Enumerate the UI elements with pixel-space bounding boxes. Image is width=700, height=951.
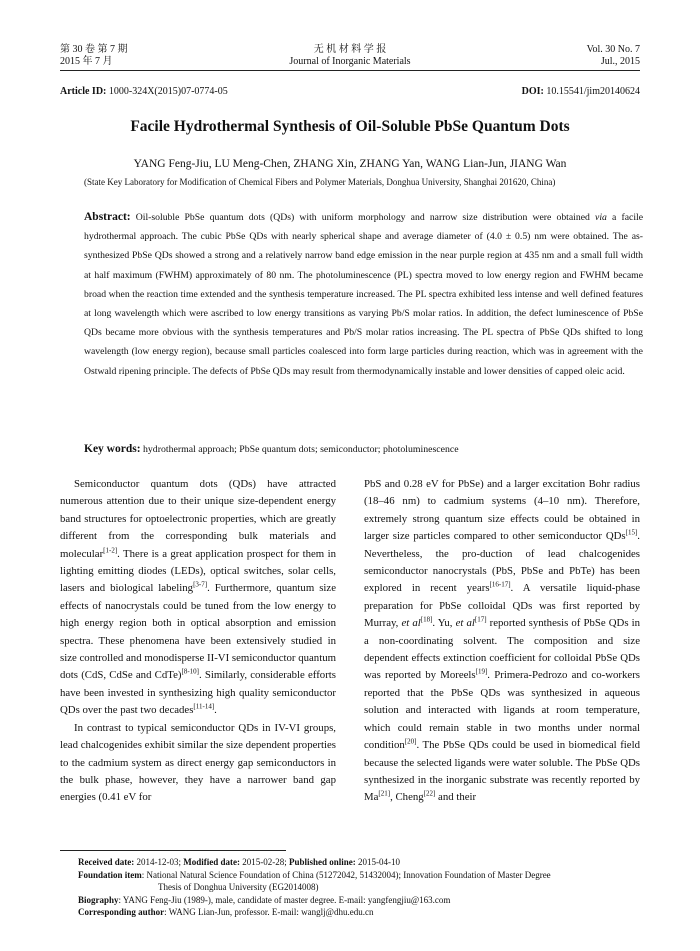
header-volume-en: Vol. 30 No. 7: [586, 44, 640, 55]
footnote-rule: [60, 850, 286, 851]
journal-name-cn: 无 机 材 料 学 报: [313, 44, 387, 55]
article-id-label: Article ID:: [60, 86, 107, 97]
value: 2015-04-10: [355, 857, 401, 867]
abstract-label: Abstract:: [84, 211, 131, 223]
footnote-corresponding-author: [78, 906, 640, 919]
footnote-foundation: [78, 869, 640, 882]
value: : WANG Lian-Jun, professor. E-mail: wanglj@dhu.edu.cn: [164, 907, 374, 918]
header-date-cn: 2015 年 7 月: [60, 56, 113, 67]
citation: [17]: [474, 615, 487, 624]
citation: [22]: [423, 789, 436, 798]
footnote-biography: [78, 894, 640, 907]
text-run: . A versatile liquid-phase preparation for PbSe colloidal QDs was first reported by Murray,: [364, 582, 640, 630]
header-rule: [60, 70, 640, 71]
doi-label: DOI:: [521, 86, 544, 97]
text-run: .: [214, 704, 217, 717]
abstract-text-1: Oil-soluble PbSe quantum dots (QDs) with uniform morphology and narrow size distribution were obtained: [130, 212, 596, 223]
text-run: PbS and 0.28 eV for PbSe) and a larger excitation Bohr radius (18–46 nm) to cadmium systems (4–10 nm). Therefore, extremely strong quantum size effects could be obtained in larger size particles compared to other semiconductor QDs: [364, 478, 640, 543]
text-run: . Nevertheless, the pro-duction of lead chalcogenides semiconductor nanocrystals (PbS, PbSe and PbTe) has been explored in recent years: [364, 530, 640, 595]
text-run: . The PbSe QDs could be used in biomedical field because the selected ligands were water soluble. The PbSe QDs synthesized in the inorganic substrate was recently reported by Ma: [364, 739, 640, 804]
paragraph: [60, 476, 336, 720]
citation: [1-2]: [103, 546, 118, 555]
body-column-left: [60, 476, 336, 807]
author-list: YANG Feng-Jiu, LU Meng-Chen, ZHANG Xin, ZHANG Yan, WANG Lian-Jun, JIANG Wan: [133, 158, 567, 170]
article-ids: [60, 86, 640, 97]
label: Biography: [78, 894, 119, 905]
article-id-value: 1000-324X(2015)07-0774-05: [106, 86, 228, 97]
text-run: . Primera-Pedrozo and co-workers reported that the PbSe QDs was synthesized in aqueous solution and interacted with ligands at room temperature, which could remain stable in two months under normal condition: [364, 669, 640, 752]
text-run: et al: [401, 617, 421, 630]
paper-title: Facile Hydrothermal Synthesis of Oil-Soluble PbSe Quantum Dots: [130, 118, 570, 135]
value: 2015-02-28;: [239, 857, 289, 867]
header-date-en: Jul., 2015: [600, 56, 640, 67]
text-run: , Cheng: [390, 791, 424, 804]
running-header: [60, 44, 640, 68]
label: Published online:: [288, 857, 356, 867]
paragraph: [364, 476, 640, 807]
value: : National Natural Science Foundation of China (51272042, 51432004); Innovation Foundation of Master Degree: [141, 869, 551, 880]
label: Foundation item: [78, 869, 142, 880]
keywords-label: Key words:: [84, 443, 141, 455]
footnote-foundation-cont: Thesis of Donghua University (EG2014008): [158, 882, 319, 893]
label: Received date:: [78, 857, 135, 867]
article-id: [60, 86, 228, 97]
label: Corresponding author: [78, 907, 165, 918]
citation: [8-10]: [181, 667, 199, 676]
citation: [15]: [625, 528, 638, 537]
footnotes: [78, 856, 640, 919]
abstract-via: via: [595, 212, 607, 223]
label: Modified date:: [183, 857, 240, 867]
doi: [522, 86, 640, 97]
header-volume-cn: 第 30 卷 第 7 期: [60, 44, 128, 55]
footnote-dates: [78, 856, 640, 869]
text-run: and their: [435, 791, 477, 804]
text-run: . Similarly, considerable efforts have been invested in synthesizing high quality semiconductor QDs over the past two decades: [60, 669, 336, 717]
affiliation: (State Key Laboratory for Modification of Chemical Fibers and Polymer Materials, Donghua University, Shanghai 201620, China): [84, 177, 556, 187]
paragraph: In contrast to typical semiconductor QDs in IV-VI groups, lead chalcogenides exhibit similar the size dependent properties to the cadmium system as direct energy gap semiconductors in the bulk phase, however, they have a narrower band gap energies (0.41 eV for: [60, 721, 336, 804]
text-run: . Furthermore, quantum size effects of nanocrystals could be tuned from the low energy to high energy region both in optical absorption and emission spectra. These phenomena have been extensively studied in size controlled and monodisperse II-VI semiconductor quantum dots (CdS, CdSe and CdTe): [60, 582, 336, 682]
text-run: . There is a great application prospect for them in lighting emitting diodes (LEDs), optical switches, solar cells, lasers and biological labeling: [60, 547, 336, 595]
citation: [20]: [404, 737, 417, 746]
keywords-value: hydrothermal approach; PbSe quantum dots; semiconductor; photoluminescence: [140, 444, 459, 455]
citation: [21]: [378, 789, 391, 798]
journal-name-en: Journal of Inorganic Materials: [289, 56, 411, 67]
body-column-right: [364, 476, 640, 807]
value: : YANG Feng-Jiu (1989-), male, candidate of master degree. E-mail: yangfengjiu@163.com: [118, 894, 451, 905]
citation: [3-7]: [193, 580, 208, 589]
abstract-text-2: a facile hydrothermal approach. The cubic PbSe QDs with nearly spherical shape and average diameter of (4.0 ± 0.5) nm were obtained. The as-synthesized PbSe QDs showed a strong and a relatively narrow band edge emission in the near purple region at 435 nm and a small full width at half maximum (FWHM) approximately of 80 nm. The photoluminescence (PL) spectra moved to low energy region and FWHM became broad when the reaction time extended and the synthesis temperature increased. The PL spectra exhibited less intense and well defined features at long wavelength which were ascribed to low energy transitions as varying Pb/S molar ratios. In addition, the defect luminescence of PbSe QDs became more obvious with the synthesis temperatures and Pb/S molar ratios increasing. The PL spectra of PbSe QDs shifted to long wavelength (low energy region), because small particles coalesced into form large particles during reaction, which was in agreement with the Ostwald ripening principle. The defects of PbSe QDs may result from thermodynamically instable and lower densities of capped oleic acid.: [84, 212, 643, 377]
keywords: [84, 443, 643, 455]
text-run: et al: [455, 617, 475, 630]
citation: [18]: [420, 615, 433, 624]
header-journal-name: [60, 44, 640, 68]
text-run: reported synthesis of PbSe QDs in a non-coordinating solvent. The composition and size dependent effects extinction coefficient for colloidal PbSe QDs was reported by Moreels: [364, 617, 641, 682]
abstract: [84, 208, 643, 381]
citation: [16-17]: [489, 580, 511, 589]
header-journal-issue-en: [587, 44, 640, 68]
citation: [11-14]: [193, 702, 215, 711]
value: 2014-12-03;: [134, 857, 184, 867]
text-run: . Yu,: [432, 617, 456, 630]
doi-value: 10.15541/jim20140624: [543, 86, 640, 97]
text-run: Semiconductor quantum dots (QDs) have attracted numerous attention due to their unique size-dependent energy band structures for optoelectronic properties, which are greatly different from the corresponding bulk materials and molecular: [60, 478, 336, 560]
citation: [19]: [475, 667, 488, 676]
